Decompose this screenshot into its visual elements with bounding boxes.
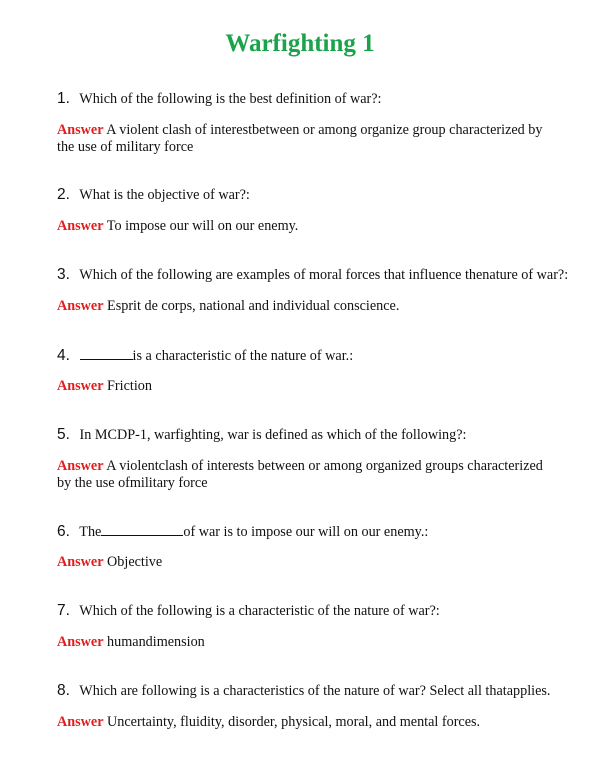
question-text: Which of the following are examples of moral forces that influence thenature of war?: — [79, 267, 569, 283]
answer-text: Uncertainty, fluidity, disorder, physical, moral, and mental forces. — [107, 714, 481, 730]
answer-label: Answer — [57, 122, 104, 138]
question-2 — [57, 186, 250, 204]
question-number: 8. — [57, 682, 70, 699]
question-7 — [57, 602, 440, 620]
question-number: 6. — [57, 523, 70, 540]
answer-text: Friction — [107, 378, 152, 394]
question-number: 5. — [57, 426, 70, 443]
answer-7 — [57, 634, 557, 651]
question-text: Which of the following is the best definition of war?: — [79, 91, 382, 107]
question-number: 2. — [57, 186, 70, 203]
question-6 — [57, 522, 428, 541]
answer-5 — [57, 458, 557, 491]
question-text: Which of the following is a characteristic of the nature of war?: — [79, 603, 440, 619]
answer-text: To impose our will on our enemy. — [106, 218, 299, 234]
question-5 — [57, 426, 466, 444]
question-text: What is the objective of war?: — [79, 187, 250, 203]
answer-text: Esprit de corps, national and individual conscience. — [107, 298, 400, 314]
question-number: 7. — [57, 602, 70, 619]
answer-text: A violentclash of interests between or among organized groups characterized by the use ofmilitary force — [57, 458, 543, 491]
answer-label: Answer — [57, 554, 104, 570]
question-text: The — [79, 524, 102, 540]
question-text: Which are following is a characteristics of the nature of war? Select all thatapplies. — [79, 683, 551, 699]
question-4 — [57, 346, 353, 365]
question-number: 3. — [57, 266, 70, 283]
answer-3 — [57, 298, 557, 315]
question-number: 4. — [57, 347, 70, 364]
fill-in-blank — [101, 522, 183, 536]
answer-label: Answer — [57, 458, 104, 474]
answer-label: Answer — [57, 634, 104, 650]
answer-6 — [57, 554, 557, 571]
answer-1 — [57, 122, 557, 155]
answer-text: A violent clash of interestbetween or among organize group characterized by the use of military force — [57, 122, 543, 155]
page-title: Warfighting 1 — [225, 30, 375, 57]
question-8 — [57, 682, 550, 700]
answer-4 — [57, 378, 557, 395]
answer-text: Objective — [107, 554, 163, 570]
question-number: 1. — [57, 90, 70, 107]
question-text: is a characteristic of the nature of war.: — [132, 348, 354, 364]
answer-label: Answer — [57, 218, 104, 234]
answer-label: Answer — [57, 298, 104, 314]
question-text: In MCDP-1, warfighting, war is defined as which of the following?: — [79, 427, 467, 443]
answer-label: Answer — [57, 378, 104, 394]
question-3 — [57, 266, 568, 284]
answer-8 — [57, 714, 557, 731]
question-1 — [57, 90, 382, 108]
question-text: of war is to impose our will on our enemy.: — [183, 524, 429, 540]
answer-label: Answer — [57, 714, 104, 730]
answer-text: humandimension — [107, 634, 205, 650]
answer-2 — [57, 218, 557, 235]
fill-in-blank — [80, 346, 133, 360]
